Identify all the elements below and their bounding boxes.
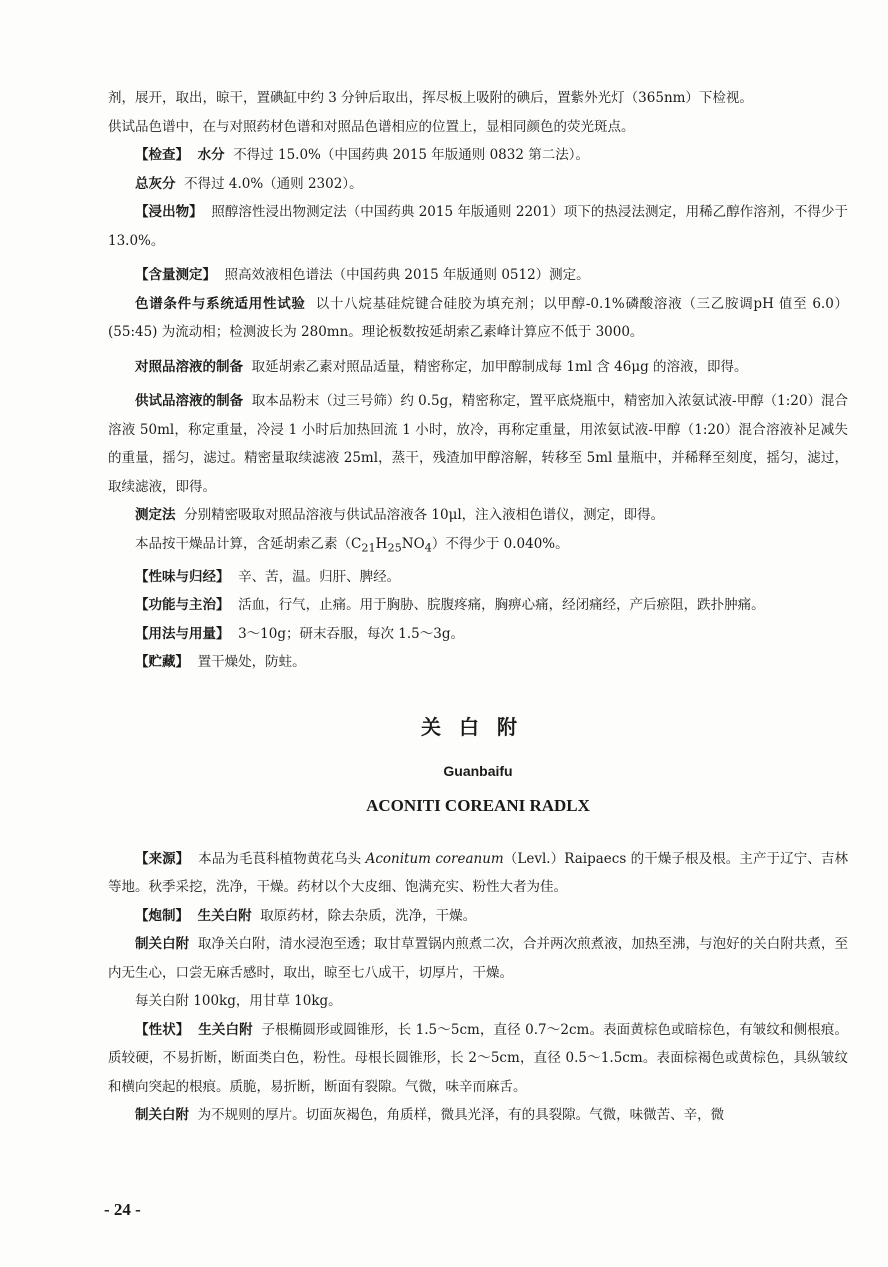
text-traits-prepared: 为不规则的厚片。切面灰褐色，角质样，微具光泽，有的具裂隙。气微，味微苦、辛，微 — [197, 1107, 725, 1124]
paragraph-assay — [108, 261, 848, 290]
subheading-method: 测定法 — [135, 507, 176, 523]
section-heading-source: 【来源】 — [135, 850, 190, 867]
paragraph-storage — [108, 648, 848, 677]
subheading-raw: 生关白附 — [197, 907, 252, 924]
subheading-ash: 总灰分 — [135, 175, 176, 192]
subscript: 25 — [387, 541, 402, 555]
text-chrom-conditions: 以十八烷基硅烷键合硅胶为填充剂；以甲醇-0.1%磷酸溶液（三乙胺调pH 值至 6.0）(55:45) 为流动相；检测波长为 280mn。理论板数按延胡索乙素峰计算应不低于 3000。 — [108, 295, 849, 340]
paragraph-usage — [108, 620, 848, 649]
section-heading-usage: 【用法与用量】 — [135, 625, 230, 642]
species-name: Aconitum coreanum — [365, 850, 504, 867]
section-heading-function: 【功能与主治】 — [135, 597, 230, 614]
paragraph-process-ratio — [108, 987, 848, 1016]
text-limit-pre: 本品按干燥品计算，含延胡索乙素（C — [135, 535, 362, 552]
text-source-2: （Levl.）Raipaecs 的干燥子根及根。主产于辽宁、吉林等地。秋季采挖，洗净，干燥。药材以个大皮细、饱满充实、粉性大者为佳。 — [108, 850, 848, 896]
formula-h: H — [375, 535, 388, 552]
subheading-reference-solution: 对照品溶液的制备 — [135, 358, 243, 375]
paragraph-function — [108, 591, 848, 620]
paragraph-source — [108, 845, 848, 902]
text-process-raw: 取原药材，除去杂质，洗净，干燥。 — [260, 907, 477, 924]
paragraph-tlc-end — [108, 84, 848, 141]
monograph-latin-name: ACONITI COREANI RADLX — [366, 795, 590, 815]
monograph-pinyin: Guanbaifu — [443, 762, 513, 779]
text-process-prepared: 取净关白附，清水浸泡至透；取甘草置锅内煎煮二次，合并两次煎煮液，加热至沸，与泡好的关白附共煮，至内无生心，口尝无麻舌感时，取出，晾至七八成干，切厚片，干燥。 — [108, 936, 849, 981]
text-water: 不得过 15.0%（中国药典 2015 年版通则 0832 第二法）。 — [233, 147, 589, 163]
section-heading-check: 【检查】 — [135, 147, 189, 163]
section-heading-extract: 【浸出物】 — [135, 204, 203, 220]
text-usage: 3～10g；研末吞服，每次 1.5～3g。 — [238, 625, 464, 642]
subheading-prepared: 制关白附 — [135, 936, 190, 953]
paragraph-process-prepared — [108, 930, 848, 987]
text-traits-raw: 子根椭圆形或圆锥形，长 1.5～5cm，直径 0.7～2cm。表面黄棕色或暗棕色，有皱纹和侧根痕。质较硬，不易折断，断面类白色，粉性。母根长圆锥形，长 2～5cm，直径 0.5～1.5cm。表面棕褐色或黄棕色，具纵皱纹和横向突起的根痕。质脆，易折断，断面有裂隙。气微，味辛而麻舌。 — [108, 1021, 848, 1095]
text-line: 剂，展开，取出，晾干，置碘缸中约 3 分钟后取出，挥尽板上吸附的碘后，置紫外光灯（365nm）下检视。 — [108, 90, 753, 106]
subheading-chrom-conditions: 色谱条件与系统适用性试验 — [135, 295, 306, 312]
text-test-solution: 取本品粉末（过三号筛）约 0.5g，精密称定，置平底烧瓶中，精密加入浓氨试液-甲醇（1:20）混合溶液 50ml，称定重量，冷浸 1 小时后加热回流 1 小时，放冷，再称定重量，用浓氨试液-甲醇（1:20）混合溶液补足减失的重量，摇匀，滤过。精密量取续滤液 25ml，蒸干，残渣加甲醇溶解，转移至 5ml 量瓶中，并稀释至刻度，摇匀，滤过，取续滤液，即得。 — [108, 393, 849, 495]
section-heading-process: 【炮制】 — [135, 907, 189, 924]
paragraph-traits-prepared — [108, 1101, 848, 1130]
paragraph-chrom-conditions — [108, 290, 848, 347]
text-limit-post: ）不得少于 0.040%。 — [431, 535, 569, 552]
formula-no: NO — [401, 535, 425, 552]
text-line: 供试品色谱中，在与对照药材色谱和对照品色谱相应的位置上，显相同颜色的荧光斑点。 — [108, 118, 635, 135]
subheading-test-solution: 供试品溶液的制备 — [135, 393, 244, 409]
text-source-1: 本品为毛茛科植物黄花乌头 — [198, 850, 362, 867]
paragraph-reference-solution — [108, 353, 848, 382]
paragraph-nature — [108, 563, 848, 592]
text-nature: 辛、苦，温。归肝、脾经。 — [238, 568, 401, 585]
paragraph-extract — [108, 198, 848, 255]
text-ash: 不得过 4.0%（通则 2302）。 — [184, 175, 363, 192]
text-assay: 照高效液相色谱法（中国药典 2015 年版通则 0512）测定。 — [224, 267, 590, 283]
section-heading-nature: 【性味与归经】 — [135, 568, 230, 585]
subheading-water: 水分 — [197, 147, 225, 163]
text-extract: 照醇溶性浸出物测定法（中国药典 2015 年版通则 2201）项下的热浸法测定，用稀乙醇作溶剂，不得少于 13.0%。 — [108, 204, 848, 249]
page-number: - 24 - — [104, 1200, 141, 1219]
paragraph-method — [108, 501, 848, 530]
text-process-ratio: 每关白附 100kg，用甘草 10kg。 — [135, 993, 342, 1010]
paragraph-traits-raw — [108, 1016, 848, 1102]
text-reference-solution: 取延胡索乙素对照品适量，精密称定，加甲醇制成每 1ml 含 46μg 的溶液，即得。 — [251, 358, 748, 375]
monograph-title: 关白附 — [421, 714, 535, 739]
subscript: 4 — [424, 541, 432, 555]
section-heading-storage: 【贮藏】 — [135, 654, 189, 671]
paragraph-process-raw — [108, 902, 848, 931]
paragraph-check-ash — [108, 170, 848, 199]
text-function: 活血，行气，止痛。用于胸胁、脘腹疼痛，胸痹心痛，经闭痛经，产后瘀阻，跌扑肿痛。 — [238, 597, 765, 614]
section-heading-traits: 【性状】 — [135, 1021, 190, 1038]
subheading-raw: 生关白附 — [198, 1021, 253, 1038]
paragraph-test-solution — [108, 387, 848, 501]
section-heading-assay: 【含量测定】 — [135, 267, 216, 283]
text-method: 分别精密吸取对照品溶液与供试品溶液各 10μl，注入液相色谱仪，测定，即得。 — [184, 507, 665, 523]
paragraph-check-water — [108, 141, 848, 170]
document-body — [108, 84, 848, 1130]
subscript: 21 — [361, 541, 376, 555]
subheading-prepared: 制关白附 — [135, 1107, 189, 1124]
text-storage: 置干燥处，防蛀。 — [197, 654, 306, 671]
paragraph-content-limit — [108, 530, 848, 563]
